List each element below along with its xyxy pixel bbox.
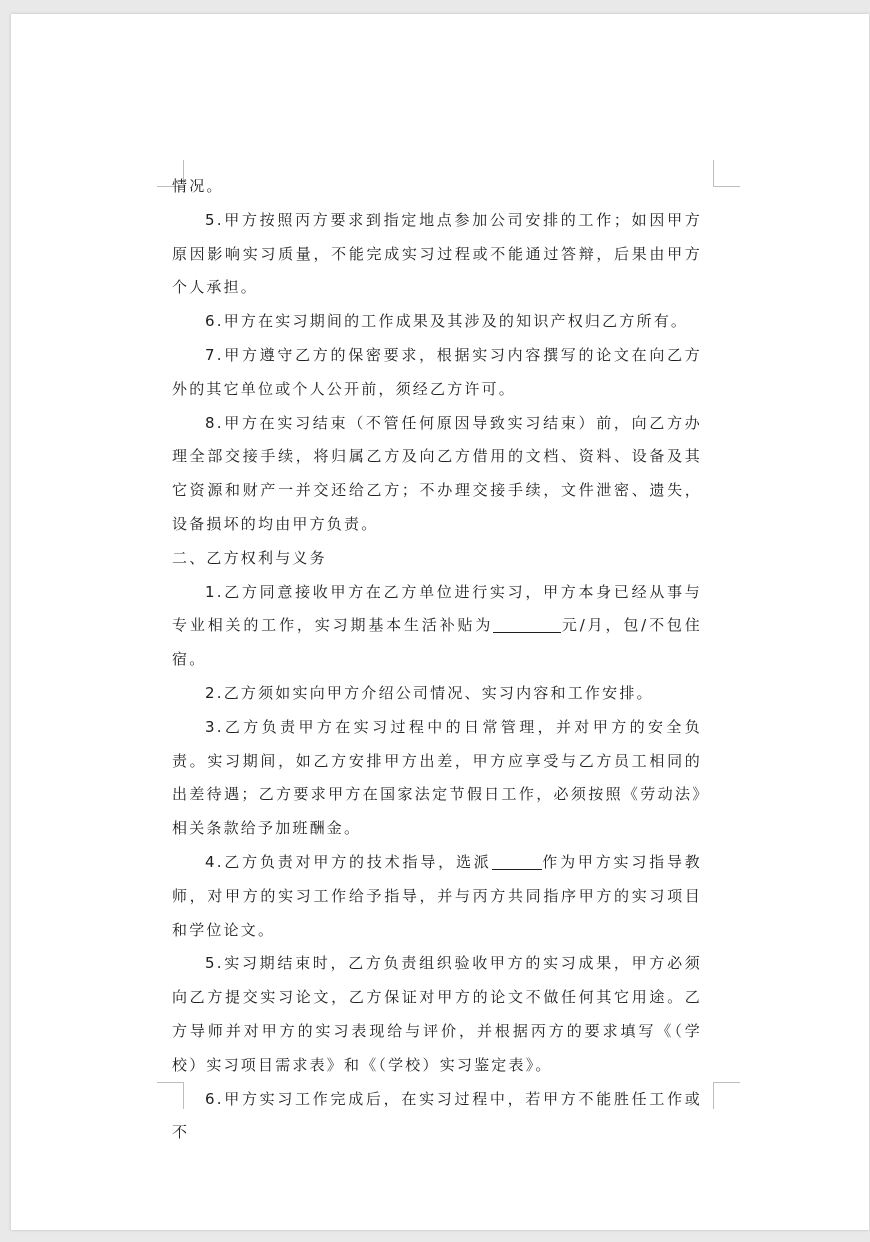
paragraph: 3.乙方负责甲方在实习过程中的日常管理，并对甲方的安全负责。实习期间，如乙方安排甲方出差，甲方应享受与乙方员工相同的出差待遇；乙方要求甲方在国家法定节假日工作，必须按照《劳动法》相关条款给予加班酬金。 <box>172 717 702 838</box>
paragraph-text: 4.乙方负责对甲方的技术指导，选派 <box>205 852 492 871</box>
paragraph: 2.乙方须如实向甲方介绍公司情况、实习内容和工作安排。 <box>205 683 654 702</box>
paragraph-text: 作为甲方实习指导教师，对甲方的实习工作给予指导，并与丙方共同指序甲方的实习项目和学位论文。 <box>172 852 702 939</box>
paragraph-text: 1.乙方同意接收甲方在乙方单位进行实习，甲方本身已经从事与专业相关的工作，实习期基本生活补贴为 <box>172 582 702 635</box>
paragraph: 5.实习期结束时，乙方负责组织验收甲方的实习成果，甲方必须向乙方提交实习论文，乙方保证对甲方的论文不做任何其它用途。乙方导师并对甲方的实习表现给与评价，并根据丙方的要求填写《（学校）实习项目需求表》和《（学校）实习鉴定表》。 <box>172 954 702 1074</box>
fill-in-blank[interactable] <box>493 616 561 634</box>
paragraph <box>172 576 702 677</box>
paragraph: 8.甲方在实习结束（不管任何原因导致实习结束）前，向乙方办理全部交接手续，将归属乙方及向乙方借用的文档、资料、设备及其它资源和财产一并交还给乙方；不办理交接手续，文件泄密、遗失，设备损坏的均由甲方负责。 <box>172 413 702 533</box>
margin-corner-mark <box>713 160 740 187</box>
paragraph: 6.甲方实习工作完成后，在实习过程中，若甲方不能胜任工作或不 <box>172 1089 702 1142</box>
paragraph: 7.甲方遵守乙方的保密要求，根据实习内容撰写的论文在向乙方外的其它单位或个人公开前，须经乙方许可。 <box>172 345 702 398</box>
paragraph: 情况。 <box>172 177 224 195</box>
margin-corner-mark <box>713 1082 740 1109</box>
document-body <box>172 170 702 1150</box>
fill-in-blank[interactable] <box>492 852 542 870</box>
section-heading: 二、乙方权利与义务 <box>172 548 327 567</box>
paragraph: 6.甲方在实习期间的工作成果及其涉及的知识产权归乙方所有。 <box>205 312 689 331</box>
paragraph: 5.甲方按照丙方要求到指定地点参加公司安排的工作；如因甲方原因影响实习质量，不能完成实习过程或不能通过答辩，后果由甲方个人承担。 <box>172 210 702 297</box>
paragraph <box>172 846 702 947</box>
paragraph-text: 元/月，包/不包住宿。 <box>172 616 702 669</box>
